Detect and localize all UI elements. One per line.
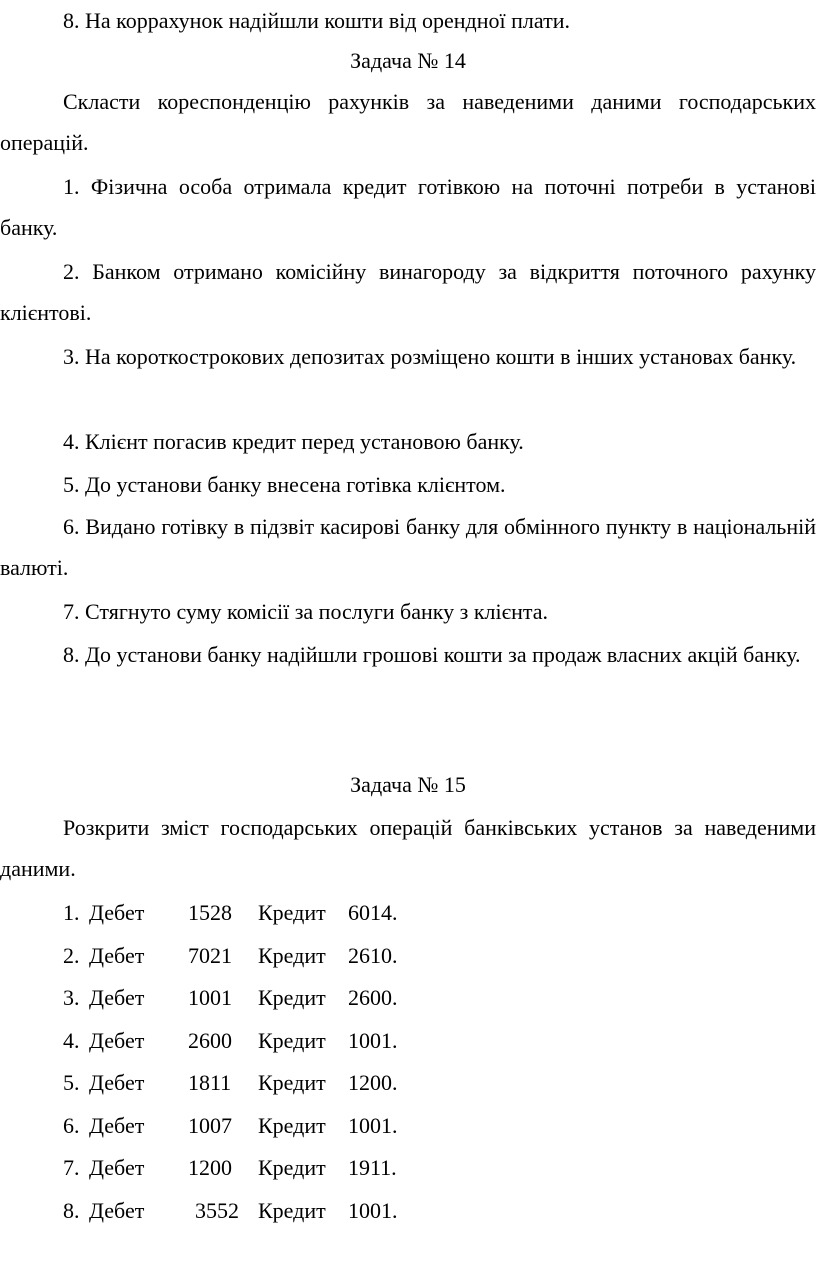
- task-15-title: Задача № 15: [350, 772, 466, 797]
- debit-account: 1200: [188, 1155, 232, 1180]
- entry-number: 2.: [63, 943, 80, 968]
- entry-row: [0, 1111, 816, 1141]
- task-14-item-1: 1. Фізична особа отримала кредит готівкою на поточні потреби в установі банку.: [0, 174, 816, 240]
- entry-number: 4.: [63, 1028, 80, 1053]
- task-14-item-4: 4. Клієнт погасив кредит перед установою банку.: [63, 429, 524, 454]
- debit-account: 3552: [195, 1198, 239, 1223]
- credit-account: 1200.: [348, 1070, 398, 1095]
- entry-number: 5.: [63, 1070, 80, 1095]
- credit-label: Кредит: [258, 943, 326, 968]
- credit-label: Кредит: [258, 900, 326, 925]
- debit-account: 1811: [188, 1070, 232, 1095]
- entry-row: [0, 1026, 816, 1056]
- debit-label: Дебет: [89, 1113, 145, 1138]
- entry-row: [0, 898, 816, 928]
- debit-account: 2600: [188, 1028, 232, 1053]
- debit-account: 1001: [188, 985, 232, 1010]
- task-14-intro: Скласти кореспонденцію рахунків за наведеними даними господарських операцій.: [0, 89, 816, 155]
- debit-label: Дебет: [89, 943, 145, 968]
- credit-label: Кредит: [258, 1198, 326, 1223]
- task-14-item-8: 8. До установи банку надійшли грошові кошти за продаж власних акцій банку.: [63, 642, 801, 667]
- debit-label: Дебет: [89, 985, 145, 1010]
- credit-account: 1001.: [348, 1198, 398, 1223]
- entry-number: 6.: [63, 1113, 80, 1138]
- task-15-intro: Розкрити зміст господарських операцій банківських установ за наведеними даними.: [0, 815, 816, 881]
- debit-label: Дебет: [89, 1028, 145, 1053]
- paragraph-previous-item-8: 8. На коррахунок надійшли кошти від орендної плати.: [63, 8, 570, 33]
- entry-number: 8.: [63, 1198, 80, 1223]
- credit-account: 1001.: [348, 1028, 398, 1053]
- entry-number: 3.: [63, 985, 80, 1010]
- credit-label: Кредит: [258, 1070, 326, 1095]
- task-14-item-2: 2. Банком отримано комісійну винагороду за відкриття поточного рахунку клієнтові.: [0, 259, 816, 325]
- entry-row: [0, 1196, 816, 1226]
- entry-row: [0, 983, 816, 1013]
- debit-label: Дебет: [89, 1198, 145, 1223]
- task-14-item-6: 6. Видано готівку в підзвіт касирові банку для обмінного пункту в національній валюті.: [0, 514, 816, 580]
- entry-row: [0, 1153, 816, 1183]
- credit-account: 6014.: [348, 900, 398, 925]
- task-14-item-7: 7. Стягнуто суму комісії за послуги банку з клієнта.: [63, 599, 548, 624]
- credit-account: 2600.: [348, 985, 398, 1010]
- entry-row: [0, 1068, 816, 1098]
- credit-account: 1001.: [348, 1113, 398, 1138]
- entry-number: 1.: [63, 900, 80, 925]
- credit-label: Кредит: [258, 1113, 326, 1138]
- credit-account: 1911.: [348, 1155, 397, 1180]
- entry-row: [0, 941, 816, 971]
- credit-label: Кредит: [258, 1155, 326, 1180]
- debit-account: 1007: [188, 1113, 232, 1138]
- task-14-item-5: 5. До установи банку внесена готівка клієнтом.: [63, 472, 506, 497]
- debit-account: 7021: [188, 943, 232, 968]
- entry-number: 7.: [63, 1155, 80, 1180]
- credit-label: Кредит: [258, 1028, 326, 1053]
- task-14-item-3: 3. На короткострокових депозитах розміщено кошти в інших установах банку.: [63, 344, 797, 369]
- debit-label: Дебет: [89, 1155, 145, 1180]
- credit-label: Кредит: [258, 985, 326, 1010]
- task-14-title: Задача № 14: [350, 48, 466, 73]
- debit-label: Дебет: [89, 900, 145, 925]
- debit-label: Дебет: [89, 1070, 145, 1095]
- debit-account: 1528: [188, 900, 232, 925]
- credit-account: 2610.: [348, 943, 398, 968]
